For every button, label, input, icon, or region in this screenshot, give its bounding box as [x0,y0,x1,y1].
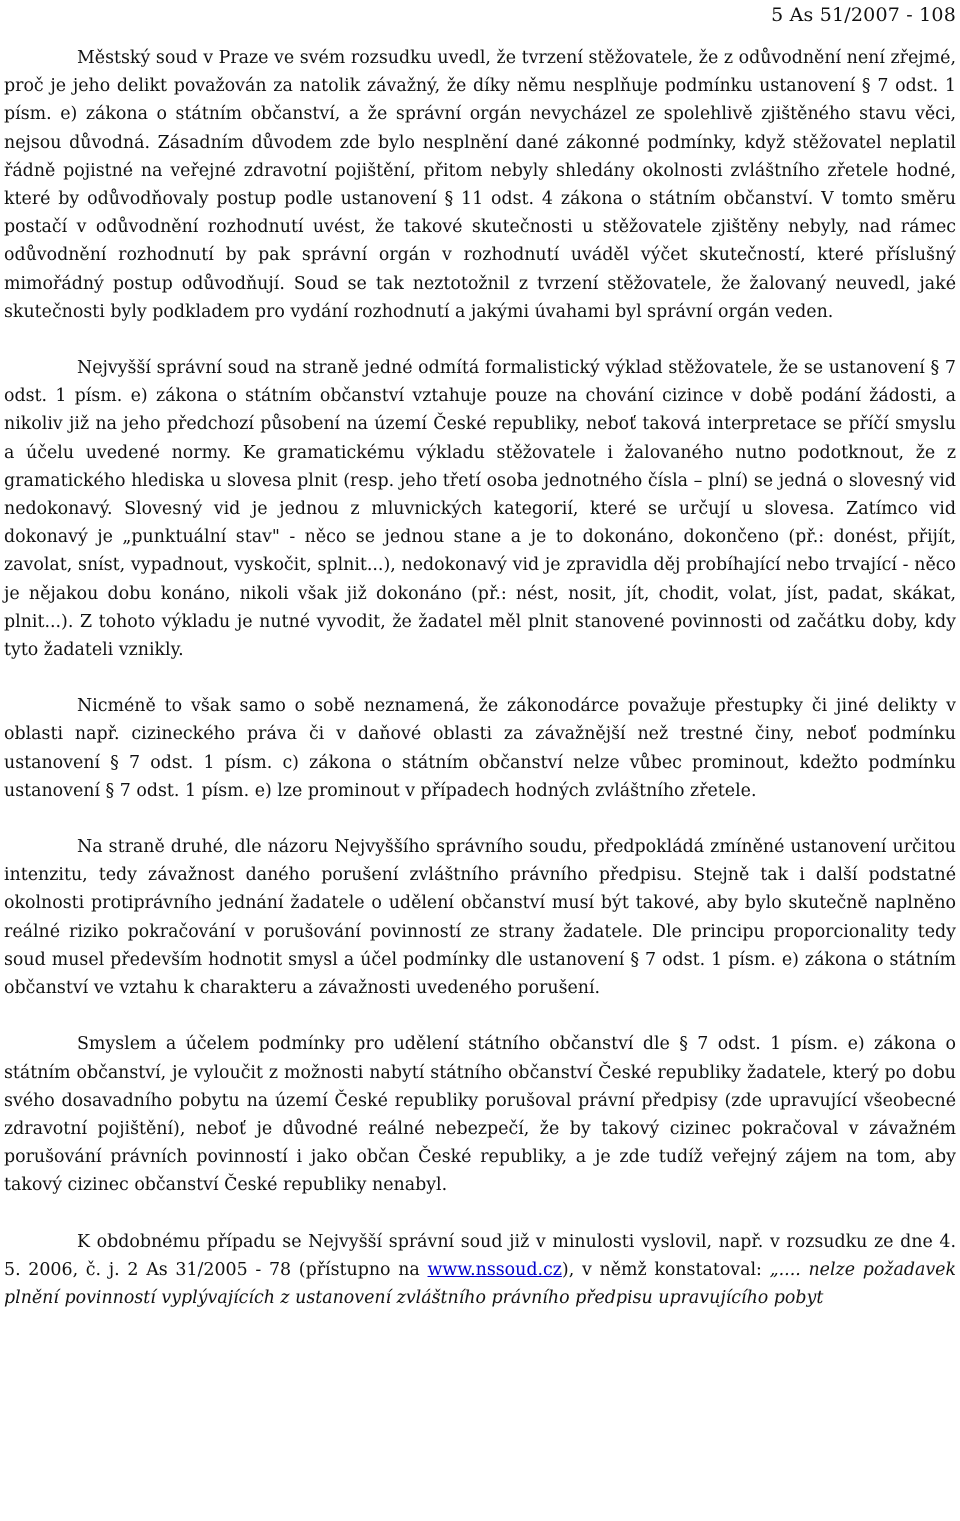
paragraph-6-text-after-link: ), v němž konstatoval: [561,1259,770,1280]
paragraph-3: Nicméně to však samo o sobě neznamená, že zákonodárce považuje přestupky či jiné delikty v oblasti např. cizineckého práva či v daňové oblasti za závažnější než trestné činy, neboť podmínku ustanovení § 7 odst. 1 písm. c) zákona o státním občanství nelze vůbec prominout, kdežto podmínku ustanovení § 7 odst. 1 písm. e) lze prominout v případech hodných zvláštního zřetele. [4,696,956,801]
paragraph-5: Smyslem a účelem podmínky pro udělení státního občanství dle § 7 odst. 1 písm. e) zákona o státním občanství, je vyloučit z možnosti nabytí státního občanství České republiky žadatele, který po dobu svého dosavadního pobytu na území České republiky porušoval právní předpisy (zde upravující všeobecné zdravotní pojištění), neboť je důvodné reálné nebezpečí, že by takový cizinec pokračoval v závažném porušování právních povinností i jako občan České republiky, a je zde tudíž veřejný zájem na tom, aby takový cizinec občanství České republiky nenabyl. [4,1034,956,1196]
paragraph-2: Nejvyšší správní soud na straně jedné odmítá formalistický výklad stěžovatele, že se ustanovení § 7 odst. 1 písm. e) zákona o státním občanství vztahuje pouze na chování cizince v době podání žádosti, a nikoliv již na jeho předchozí působení na území České republiky, neboť taková interpretace se příčí smyslu a účelu uvedené normy. Ke gramatickému výkladu stěžovatele i žalovaného nutno podotknout, že z gramatického hlediska u slovesa plnit (resp. jeho třetí osoba jednotného čísla – plní) se jedná o slovesný vid nedokonavý. Slovesný vid je jednou z mluvnických kategorií, které se určují u slovesa. Zatímco vid dokonavý je „punktuální stav" - něco se jednou stane a je to dokonáno, dokončeno (př.: donést, přijít, zavolat, sníst, vypadnout, vyskočit, splnit...), nedokonavý vid je zpravidla děj probíhající nebo trvající - něco je nějakou dobu konáno, nikoli však již dokonáno (př.: nést, nosit, jít, chodit, volat, jíst, padat, skákat, plnit...). Z tohoto výkladu je nutné vyvodit, že žadatel měl plnit stanovené povinnosti od začátku doby, kdy tyto žadateli vznikly. [4,358,956,661]
paragraph-4: Na straně druhé, dle názoru Nejvyššího správního soudu, předpokládá zmíněné ustanovení určitou intenzitu, tedy závažnost daného porušení zvláštního právního předpisu. Stejně tak i další podstatné okolnosti protiprávního jednání žadatele o udělení občanství musí být takové, aby bylo skutečně naplněno reálné riziko pokračování v porušování povinností ze strany žadatele. Dle principu proporcionality tedy soud musel především hodnotit smysl a účel podmínky dle ustanovení § 7 odst. 1 písm. e) zákona o státním občanství ve vztahu k charakteru a závažnosti uvedeného porušení. [4,837,956,999]
paragraph-1: Městský soud v Praze ve svém rozsudku uvedl, že tvrzení stěžovatele, že z odůvodnění není zřejmé, proč je jeho delikt považován za natolik závažný, že díky němu nesplňuje podmínku ustanovení § 7 odst. 1 písm. e) zákona o státním občanství, a že správní orgán nevycházel ze spolehlivě zjištěného stavu věci, nejsou důvodná. Zásadním důvodem zde bylo nesplnění dané zákonné podmínky, když stěžovatel neplatil řádně pojistné na veřejné zdravotní pojištění, přitom nebyly shledány okolnosti zvláštního zřetele hodné, které by odůvodňovaly postup podle ustanovení § 11 odst. 4 zákona o státním občanství. V tomto směru postačí v odůvodnění rozhodnutí uvést, že takové skutečnosti u stěžovatele zjištěny nebyly, nad rámec odůvodnění rozhodnutí by pak správní orgán v rozhodnutí uváděl výčet skutečností, které příslušný mimořádný postup odůvodňují. Soud se tak neztotožnil z tvrzení stěžovatele, že žalovaný neuvedl, jaké skutečnosti byly podkladem pro vydání rozhodnutí a jakými úvahami byl správní orgán veden. [4,48,956,322]
paragraph-6-text: K obdobnému případu se Nejvyšší správní soud již v minulosti vyslovil, např. v rozsudku ze dne 4. 5. 2006, č. j. 2 As 31/2005 - 78 (přístupno na [4,1231,956,1280]
quoted-text: „.... nelze požadavek plnění povinností vyplývajících z ustanovení zvláštního právního předpisu upravujícího pobyt [4,1259,956,1308]
case-number-header: 5 As 51/2007 - 108 [771,4,956,26]
paragraph-6 [4,1228,956,1313]
nssoud-link[interactable]: www.nssoud.cz [427,1259,562,1280]
document-body [4,44,956,1312]
